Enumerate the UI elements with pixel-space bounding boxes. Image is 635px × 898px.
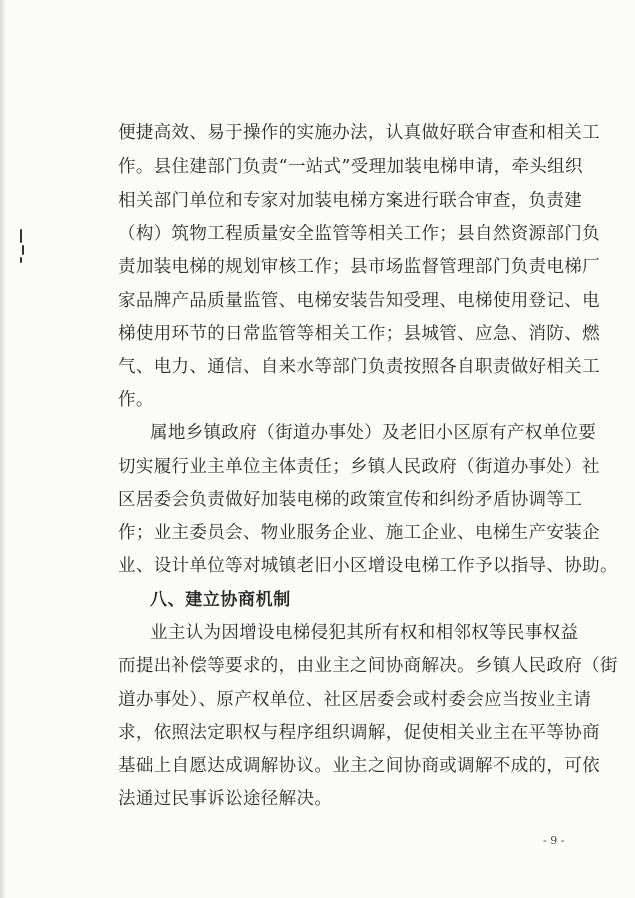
section-heading: 八、建立协商机制	[150, 590, 291, 610]
paragraph-line: 业主认为因增设电梯侵犯其所有权和相邻权等民事权益	[150, 623, 579, 643]
paragraph-line: 责加装电梯的规划审核工作；县市场监督管理部门负责电梯厂	[118, 257, 600, 277]
paragraph-line: 求，依照法定职权与程序组织调解，促使相关业主在平等协商	[118, 723, 600, 743]
paragraph-line: 法通过民事诉讼途径解决。	[118, 789, 333, 809]
paragraph-line: 梯使用环节的日常监管等相关工作；县城管、应急、消防、燃	[118, 324, 600, 344]
binding-mark	[20, 229, 22, 243]
paragraph-line: 家品牌产品质量监管、电梯安装告知受理、电梯使用登记、电	[118, 291, 600, 311]
paragraph-line: （构）筑物工程质量安全监管等相关工作；县自然资源部门负	[118, 224, 600, 244]
paragraph-line: 基础上自愿达成调解协议。业主之间协商或调解不成的，可依	[118, 756, 600, 776]
paragraph-line: 相关部门单位和专家对加装电梯方案进行联合审查，负责建	[118, 191, 583, 211]
paragraph-line: 作；业主委员会、物业服务企业、施工企业、电梯生产安装企	[118, 523, 600, 543]
paragraph-line: 切实履行业主单位主体责任；乡镇人民政府（街道办事处）社	[118, 457, 600, 477]
paragraph-line: 属地乡镇政府（街道办事处）及老旧小区原有产权单位要	[150, 423, 597, 443]
paragraph-line: 道办事处）、原产权单位、社区居委会或村委会应当按业主请	[118, 690, 592, 710]
paragraph-line: 气、电力、通信、自来水等部门负责按照各自职责做好相关工	[118, 357, 600, 377]
paragraph-line: 而提出补偿等要求的，由业主之间协商解决。乡镇人民政府（街	[118, 656, 618, 676]
page-number: - 9 -	[543, 834, 565, 847]
paragraph-line: 业、设计单位等对城镇老旧小区增设电梯工作予以指导、协助。	[118, 556, 618, 576]
binding-mark	[22, 245, 24, 255]
paragraph-line: 作。	[118, 390, 154, 410]
paragraph-line: 便捷高效、易于操作的实施办法，认真做好联合审查和相关工	[118, 123, 600, 143]
paragraph-line: 区居委会负责做好加装电梯的政策宣传和纠纷矛盾协调等工	[118, 490, 583, 510]
page-edge-shadow	[0, 0, 5, 898]
binding-mark	[20, 257, 22, 263]
paragraph-line: 作。县住建部门负责“一站式”受理加装电梯申请，牵头组织	[118, 157, 583, 177]
